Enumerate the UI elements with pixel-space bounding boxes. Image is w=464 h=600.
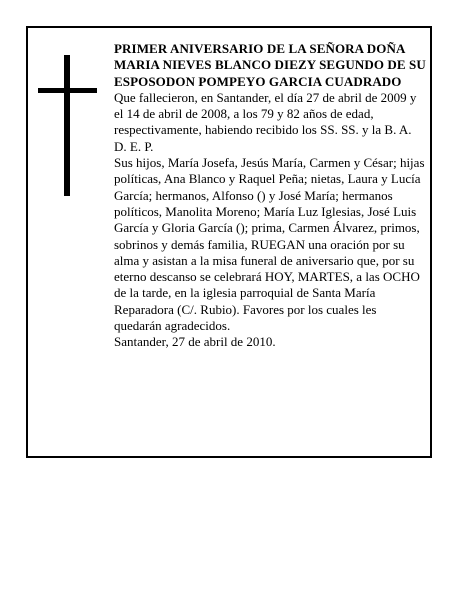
cross-horizontal-bar: [38, 88, 97, 93]
death-info: Que fallecieron, en Santander, el día 27 de abril de 2009 y el 14 de abril de 2008, a los 79 y 82 años de edad, respectivamente, habiendo recibido los SS. SS. y la B. A.: [114, 89, 417, 138]
notice-text: [114, 41, 426, 351]
date-line: Santander, 27 de abril de 2010.: [114, 334, 276, 350]
cross-vertical-bar: [64, 55, 70, 196]
notice-heading: PRIMER ANIVERSARIO DE LA SEÑORA DOÑA MARIA NIEVES BLANCO DIEZY SEGUNDO DE SU ESPOSODON POMPEYO GARCIA CUADRADO: [114, 41, 426, 89]
dep-line: D. E. P.: [114, 138, 154, 154]
family-request: Sus hijos, María Josefa, Jesús María, Carmen y César; hijas políticas, Ana Blanco y Raquel Peña; nietas, Laura y Lucía García; hermanos, Alfonso () y José María; hermanos políticos, Manolita Moreno; María Luz Iglesias, José Luis García y Gloria García (); prima, Carmen Álvarez, primos, sobrinos y demás familia, RUEGAN una oración por su alma y asistan a la misa funeral de aniversario que, por su eterno descanso se celebrará HOY, MARTES, a las OCHO de la tarde, en la iglesia parroquial de Santa María Reparadora (C/. Rubio). Favores por los cuales les quedarán agradecidos.: [114, 155, 425, 334]
